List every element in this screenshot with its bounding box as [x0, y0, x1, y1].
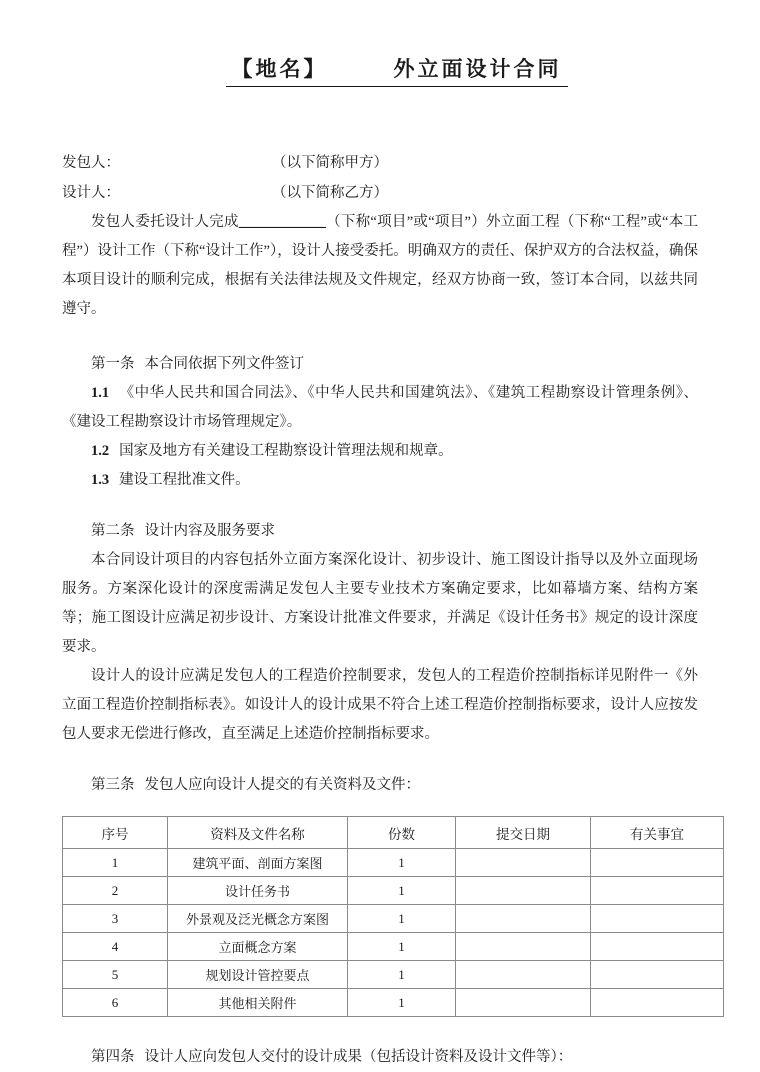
section-four-number: 第四条: [91, 1049, 135, 1065]
section-two-paragraph-2: 设计人的设计应满足发包人的工程造价控制要求，发包人的工程造价控制指标详见附件一《外立面工程造价控制指标表》。如设计人的设计成果不符合上述工程造价控制指标要求，设计人应按发包人要求无偿进行修改，直至满足上述造价控制指标要求。: [62, 668, 698, 742]
clause-1-1-number: 1.1: [91, 385, 110, 401]
table-header-misc: 有关事宜: [591, 817, 724, 849]
section-one-heading: [62, 350, 698, 379]
table-cell-no: 6: [63, 989, 168, 1017]
table-cell-name: 规划设计管控要点: [168, 961, 348, 989]
table-cell-no: 3: [63, 905, 168, 933]
table-cell-count: 1: [348, 933, 456, 961]
section-two-title: 设计内容及服务要求: [144, 523, 275, 539]
parties-block: [62, 148, 698, 208]
clause-1-2: [62, 437, 698, 466]
table-cell-misc[interactable]: [591, 877, 724, 905]
page-title-text: 【地名】 外立面设计合同: [226, 53, 568, 87]
table-header-date: 提交日期: [456, 817, 591, 849]
clause-1-2-text: 国家及地方有关建设工程勘察设计管理法规和规章。: [119, 443, 453, 459]
designer-note: （以下简称乙方）: [272, 185, 388, 201]
page-title: [62, 0, 698, 116]
preamble-body: （下称“项目”或“项目”）外立面工程（下称“工程”或“本工程”）设计工作（下称“设计工作”），设计人接受委托。明确双方的责任、保护双方的合法权益，确保本项目设计的顺利完成，根据有关法律法规及文件规定，经双方协商一致，签订本合同，以兹共同遵守。: [62, 214, 698, 317]
table-cell-misc[interactable]: [591, 905, 724, 933]
project-name-blank[interactable]: ____________: [238, 214, 326, 230]
clause-1-1-text: 《中华人民共和国合同法》、《中华人民共和国建筑法》、《建筑工程勘察设计管理条例》、《建设工程勘察设计市场管理规定》。: [62, 385, 698, 430]
table-cell-misc[interactable]: [591, 849, 724, 877]
table-cell-count: 1: [348, 961, 456, 989]
table-cell-name: 设计任务书: [168, 877, 348, 905]
table-header-row: [63, 817, 724, 849]
table-row: [63, 961, 724, 989]
clause-1-1: [62, 379, 698, 437]
section-two-heading: [62, 517, 698, 546]
table-row: [63, 877, 724, 905]
section-two-paragraph-1: 本合同设计项目的内容包括外立面方案深化设计、初步设计、施工图设计指导以及外立面现场服务。方案深化设计的深度需满足发包人主要专业技术方案确定要求，比如幕墙方案、结构方案等；施工图设计应满足初步设计、方案设计批准文件要求，并满足《设计任务书》规定的设计深度要求。: [62, 552, 698, 655]
table-cell-name: 建筑平面、剖面方案图: [168, 849, 348, 877]
table-cell-count: 1: [348, 877, 456, 905]
section-three-heading: [62, 771, 698, 800]
section-four-title: 设计人应向发包人交付的设计成果（包括设计资料及设计文件等）：: [144, 1049, 573, 1065]
table-cell-count: 1: [348, 849, 456, 877]
preamble-paragraph: [62, 208, 698, 324]
table-cell-count: 1: [348, 989, 456, 1017]
table-cell-date[interactable]: [456, 961, 591, 989]
table-cell-date[interactable]: [456, 933, 591, 961]
table-row: [63, 849, 724, 877]
table-cell-date[interactable]: [456, 905, 591, 933]
employer-label: 发包人：: [62, 155, 120, 171]
preamble-lead: 发包人委托设计人完成: [91, 214, 239, 230]
designer-label: 设计人：: [62, 185, 120, 201]
clause-1-3: [62, 466, 698, 495]
section-one-number: 第一条: [91, 356, 135, 372]
section-three-title: 发包人应向设计人提交的有关资料及文件：: [144, 777, 420, 793]
table-row: [63, 905, 724, 933]
party-row-employer: [62, 148, 698, 178]
section-one-title: 本合同依据下列文件签订: [144, 356, 304, 372]
table-cell-name: 外景观及泛光概念方案图: [168, 905, 348, 933]
party-row-designer: [62, 178, 698, 208]
table-cell-date[interactable]: [456, 849, 591, 877]
table-cell-misc[interactable]: [591, 933, 724, 961]
table-cell-date[interactable]: [456, 877, 591, 905]
documents-table: [62, 816, 724, 1017]
table-row: [63, 933, 724, 961]
table-cell-misc[interactable]: [591, 961, 724, 989]
documents-table-wrapper: [62, 816, 698, 1017]
table-header-name: 资料及文件名称: [168, 817, 348, 849]
employer-note: （以下简称甲方）: [272, 155, 388, 171]
clause-1-3-text: 建设工程批准文件。: [119, 472, 250, 488]
section-three-number: 第三条: [91, 777, 135, 793]
table-cell-no: 2: [63, 877, 168, 905]
section-two-number: 第二条: [91, 523, 135, 539]
table-cell-no: 4: [63, 933, 168, 961]
section-four-heading: [62, 1043, 698, 1072]
clause-1-2-number: 1.2: [91, 443, 110, 459]
table-cell-name: 其他相关附件: [168, 989, 348, 1017]
table-cell-count: 1: [348, 905, 456, 933]
table-cell-no: 5: [63, 961, 168, 989]
table-cell-no: 1: [63, 849, 168, 877]
table-cell-name: 立面概念方案: [168, 933, 348, 961]
clause-1-3-number: 1.3: [91, 472, 110, 488]
table-header-no: 序号: [63, 817, 168, 849]
table-header-count: 份数: [348, 817, 456, 849]
